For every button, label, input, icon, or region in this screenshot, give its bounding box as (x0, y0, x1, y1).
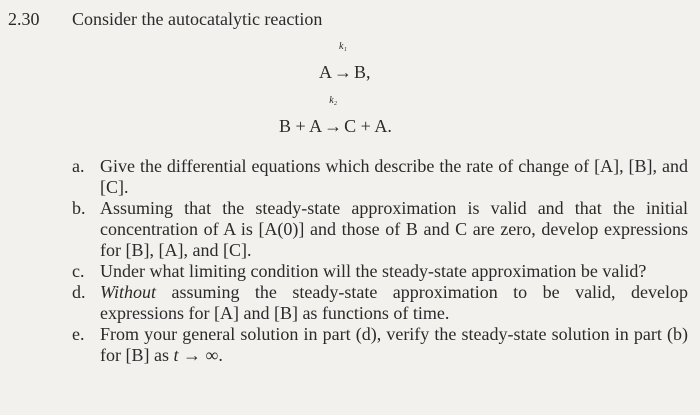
reaction-equation-1 (319, 41, 371, 83)
limit-expression: → ∞. (178, 345, 223, 365)
reactant: A (319, 62, 332, 82)
problem-number: 2.30 (8, 9, 40, 29)
product: C + A. (344, 116, 392, 136)
part-a (66, 156, 688, 198)
problem-parts (66, 156, 688, 366)
arrow-icon: → (334, 62, 352, 82)
part-text (100, 282, 688, 324)
part-d (66, 282, 688, 324)
part-text: Under what limiting condition will the steady-state approximation be valid? (100, 261, 647, 281)
part-e (66, 324, 688, 366)
reaction-equation-2 (279, 95, 392, 137)
part-text-main: From your general solution in part (d), verify the steady-state solution in part (b) for [B] as (100, 324, 688, 365)
part-b (66, 198, 688, 261)
reaction-arrow (332, 41, 354, 83)
rate-constant: k₂ (329, 95, 338, 106)
product: B, (354, 62, 371, 82)
rate-constant: k₁ (339, 41, 347, 52)
problem-intro: Consider the autocatalytic reaction (72, 9, 323, 29)
part-letter: c. (72, 261, 85, 281)
part-letter: b. (72, 198, 86, 218)
part-letter: e. (72, 324, 85, 344)
part-text: Give the differential equations which describe the rate of change of [A], [B], and [C]. (100, 156, 688, 197)
part-text (100, 324, 688, 366)
part-letter: a. (72, 156, 85, 176)
part-c (66, 261, 688, 282)
emphasis: Without (100, 282, 157, 302)
reactant: B + A (279, 116, 323, 136)
time-variable: t (173, 345, 179, 365)
part-text: Assuming that the steady-state approximation is valid and that the initial concentration of A is [A(0)] and those of B and C are zero, develop expressions for [B], [A], and [C]. (100, 198, 688, 260)
arrow-icon: → (324, 116, 343, 136)
reaction-arrow (322, 95, 344, 137)
part-letter: d. (72, 282, 86, 302)
part-text-rest: assuming the steady-state approximation to be valid, develop expressions for [A] and [B] as functions of time. (100, 282, 688, 323)
